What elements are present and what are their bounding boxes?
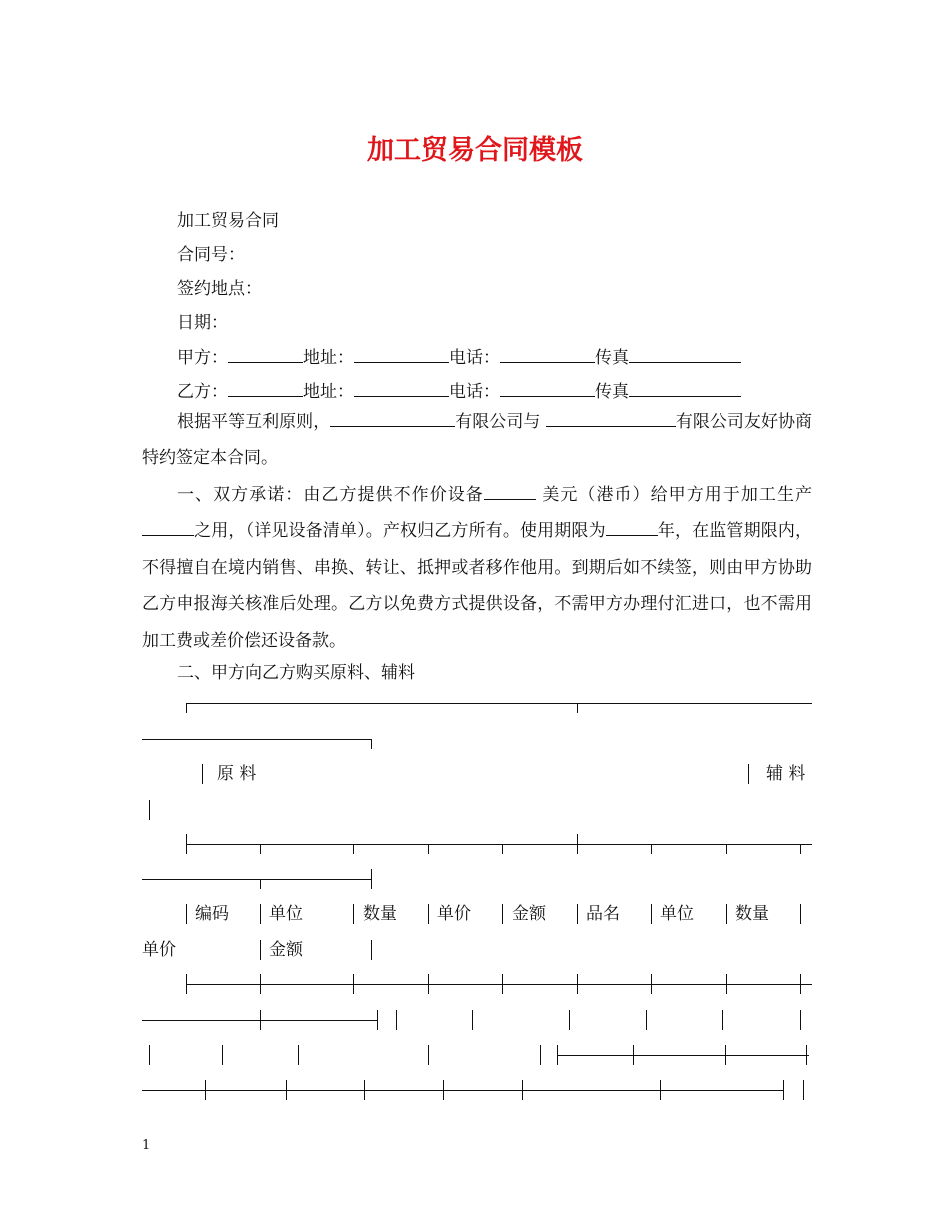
- column-header-unit: 单位: [269, 904, 303, 924]
- column-header-quantity: 数量: [363, 904, 397, 924]
- party-b-tel-blank[interactable]: [500, 381, 595, 397]
- party-a-tel-label: 电话：: [449, 348, 500, 368]
- clause-one-part-3: 之用，（详见设备清单）。产权归乙方所有。使用期限为: [194, 521, 606, 542]
- table-bar: [803, 1080, 804, 1100]
- table-bar: [540, 1045, 541, 1065]
- table-joint: [800, 974, 801, 994]
- party-a-address-blank[interactable]: [354, 347, 449, 363]
- table-top-divider: [577, 703, 578, 713]
- page-number: 1: [142, 1138, 151, 1153]
- column-header-unit-price: 单价: [437, 904, 471, 924]
- table-joint: [783, 1080, 784, 1100]
- table-middle-border: [186, 844, 812, 845]
- column-header-code: 编码: [195, 904, 229, 924]
- table-header-separator: [186, 984, 812, 985]
- table-joint: [577, 974, 578, 994]
- clause-two-heading: 二、甲方向乙方购买原料、辅料: [177, 663, 415, 683]
- table-bar: [726, 904, 727, 924]
- table-bar: [428, 1045, 429, 1065]
- intro-part-2: 有限公司与: [455, 412, 546, 432]
- clause-one-paragraph: [142, 477, 812, 659]
- column-header-aux-unit: 单位: [660, 904, 694, 924]
- table-bar: [371, 940, 372, 960]
- raw-material-group-label: 原 料: [217, 764, 257, 784]
- table-top-border: [186, 703, 812, 704]
- table-joint: [726, 974, 727, 994]
- table-bar: [569, 1010, 570, 1030]
- table-row-separator-wrap: [142, 1090, 784, 1091]
- party-a-label: 甲方：: [177, 348, 228, 368]
- party-b-address-blank[interactable]: [354, 381, 449, 397]
- company-b-blank[interactable]: [546, 411, 676, 427]
- table-bar: [502, 904, 503, 924]
- table-bar: [651, 904, 652, 924]
- table-bar: [222, 1045, 223, 1065]
- table-joint: [502, 844, 503, 854]
- table-joint: [577, 834, 578, 854]
- table-bar: [260, 940, 261, 960]
- company-a-blank[interactable]: [330, 411, 455, 427]
- party-a-address-label: 地址：: [303, 348, 354, 368]
- table-joint: [428, 974, 429, 994]
- table-joint: [260, 1010, 261, 1030]
- table-bar: [472, 1010, 473, 1030]
- party-a-line: [177, 347, 817, 368]
- table-bar: [353, 904, 354, 924]
- table-joint: [633, 1045, 634, 1065]
- date-line: 日期：: [177, 313, 228, 333]
- party-b-tel-label: 电话：: [449, 382, 500, 402]
- table-bar: [800, 1010, 801, 1030]
- contract-name-line: 加工贸易合同: [177, 211, 279, 231]
- intro-part-3: 有限公司友好协商特约签定本合同。: [142, 412, 813, 469]
- table-joint: [800, 844, 801, 854]
- table-joint: [260, 879, 261, 889]
- party-b-line: [177, 381, 817, 402]
- table-joint: [260, 974, 261, 994]
- table-bar: [396, 1010, 397, 1030]
- party-a-fax-blank[interactable]: [629, 347, 741, 363]
- clause-one-part-4: 年，在监管期限内，不得擅自在境内销售、串换、转让、抵押或者移作他用。到期后如不续签，则由甲方协助乙方申报海关核准后处理。乙方以免费方式提供设备，不需甲方办理付汇进口，也不需用加工费或差价偿还设备款。: [142, 521, 813, 651]
- table-corner-right: [371, 739, 372, 749]
- column-header-amount: 金额: [512, 904, 546, 924]
- table-joint: [726, 844, 727, 854]
- table-joint: [186, 974, 187, 994]
- table-joint: [377, 1010, 378, 1030]
- sign-place-line: 签约地点：: [177, 279, 262, 299]
- table-joint: [353, 844, 354, 854]
- table-corner-left: [186, 703, 187, 713]
- table-joint: [205, 1080, 206, 1100]
- table-bar: [298, 1045, 299, 1065]
- table-bar: [260, 904, 261, 924]
- party-a-name-blank[interactable]: [228, 347, 303, 363]
- party-a-fax-label: 传真: [595, 348, 629, 368]
- party-b-label: 乙方：: [177, 382, 228, 402]
- table-bar: [149, 800, 150, 820]
- table-top-border-wrap: [142, 739, 372, 740]
- table-joint: [557, 1045, 558, 1065]
- party-b-address-label: 地址：: [303, 382, 354, 402]
- table-bar: [577, 904, 578, 924]
- table-joint: [371, 869, 372, 889]
- party-a-tel-blank[interactable]: [500, 347, 595, 363]
- contract-number-line: 合同号：: [177, 245, 245, 265]
- clause-one-part-1: 一、双方承诺：由乙方提供不作价设备: [177, 485, 484, 505]
- table-bar: [149, 1045, 150, 1065]
- production-blank[interactable]: [142, 520, 194, 536]
- party-b-name-blank[interactable]: [228, 381, 303, 397]
- equipment-value-blank[interactable]: [484, 484, 536, 500]
- table-joint: [522, 1080, 523, 1100]
- table-bar: [722, 1010, 723, 1030]
- intro-part-1: 根据平等互利原则，: [177, 412, 331, 432]
- table-middle-border-wrap: [142, 879, 372, 880]
- auxiliary-material-group-label: 辅 料: [766, 764, 806, 784]
- table-joint: [364, 1080, 365, 1100]
- table-bar: [202, 764, 203, 784]
- party-b-fax-label: 传真: [595, 382, 629, 402]
- term-years-blank[interactable]: [606, 520, 658, 536]
- table-joint: [651, 974, 652, 994]
- table-joint: [353, 974, 354, 994]
- table-joint: [660, 1080, 661, 1100]
- column-header-aux-unit-price: 单价: [142, 940, 176, 960]
- table-joint: [443, 1080, 444, 1100]
- table-joint: [428, 844, 429, 854]
- table-bar: [428, 904, 429, 924]
- table-bar: [748, 764, 749, 784]
- table-joint: [260, 844, 261, 854]
- column-header-product-name: 品名: [586, 904, 620, 924]
- table-bar: [646, 1010, 647, 1030]
- table-joint: [502, 974, 503, 994]
- table-bar: [800, 904, 801, 924]
- table-bar: [186, 904, 187, 924]
- table-row-separator: [557, 1055, 809, 1056]
- document-title: 加工贸易合同模板: [367, 135, 583, 166]
- column-header-aux-quantity: 数量: [735, 904, 769, 924]
- clause-one-part-2: 美元（港币）给甲方用于加工生产: [535, 485, 813, 505]
- table-joint: [806, 1045, 807, 1065]
- table-joint: [651, 844, 652, 854]
- party-b-fax-blank[interactable]: [629, 381, 741, 397]
- table-joint: [286, 1080, 287, 1100]
- table-joint: [186, 834, 187, 854]
- intro-paragraph: [142, 404, 812, 477]
- column-header-aux-amount: 金额: [269, 940, 303, 960]
- table-joint: [725, 1045, 726, 1065]
